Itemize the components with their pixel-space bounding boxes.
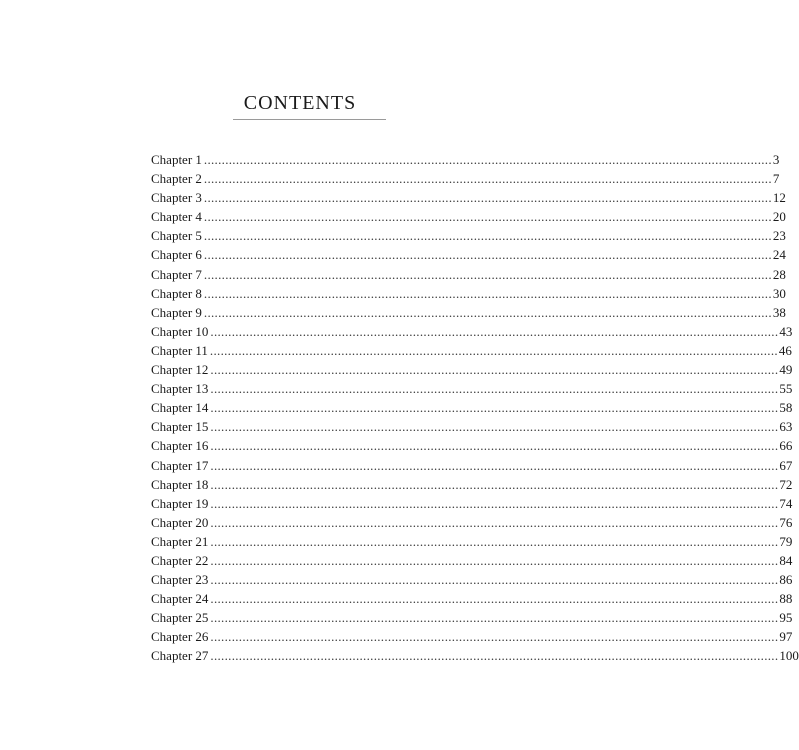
toc-entry-page-number: 67 <box>779 457 793 473</box>
toc-leader-dots: ................................................................................................................................................................ <box>203 247 772 263</box>
toc-entry <box>151 360 793 379</box>
toc-leader-dots: ................................................................................................................................................................ <box>210 362 779 378</box>
toc-leader-dots: ................................................................................................................................................................ <box>210 591 779 607</box>
toc-entry <box>151 532 793 551</box>
toc-entry-label: Chapter 12 <box>151 362 209 378</box>
toc-entry-page-number: 72 <box>779 476 793 492</box>
toc-entry-page-number: 49 <box>779 362 793 378</box>
toc-entry <box>151 265 786 284</box>
toc-entry <box>151 150 780 169</box>
toc-leader-dots: ................................................................................................................................................................ <box>210 323 779 339</box>
toc-entry-label: Chapter 8 <box>151 285 202 301</box>
toc-entry <box>151 398 793 417</box>
toc-entry <box>151 169 780 188</box>
title-underline <box>233 119 386 120</box>
toc-entry-label: Chapter 4 <box>151 209 202 225</box>
toc-entry-label: Chapter 17 <box>151 457 209 473</box>
toc-leader-dots: ................................................................................................................................................................ <box>210 495 779 511</box>
toc-entry-page-number: 74 <box>779 495 793 511</box>
toc-entry-label: Chapter 23 <box>151 572 209 588</box>
toc-entry-page-number: 43 <box>779 323 793 339</box>
toc-entry <box>151 245 786 264</box>
toc-entry <box>151 379 793 398</box>
toc-entry-label: Chapter 14 <box>151 400 209 416</box>
toc-leader-dots: ................................................................................................................................................................ <box>210 400 779 416</box>
toc-entry-page-number: 12 <box>772 190 786 206</box>
toc-entry-label: Chapter 21 <box>151 533 209 549</box>
toc-leader-dots: ................................................................................................................................................................ <box>210 610 779 626</box>
toc-entry-label: Chapter 15 <box>151 419 209 435</box>
toc-entry <box>151 627 793 646</box>
toc-entry-page-number: 3 <box>772 152 780 167</box>
toc-entry-label: Chapter 1 <box>151 152 202 167</box>
toc-entry-page-number: 86 <box>779 572 793 588</box>
toc-leader-dots: ................................................................................................................................................................ <box>210 476 779 492</box>
toc-entry <box>151 436 793 455</box>
toc-entry <box>151 341 792 360</box>
toc-entry-page-number: 66 <box>779 438 793 454</box>
toc-entry <box>151 207 786 226</box>
table-of-contents <box>151 150 799 666</box>
toc-entry-page-number: 88 <box>779 591 793 607</box>
toc-entry-label: Chapter 6 <box>151 247 202 263</box>
page-title: CONTENTS <box>243 92 357 114</box>
toc-leader-dots: ................................................................................................................................................................ <box>210 648 779 664</box>
toc-entry-label: Chapter 20 <box>151 514 209 530</box>
toc-entry-label: Chapter 27 <box>151 648 209 664</box>
toc-leader-dots: ................................................................................................................................................................ <box>210 457 779 473</box>
toc-leader-dots: ................................................................................................................................................................ <box>210 381 779 397</box>
toc-leader-dots: ................................................................................................................................................................ <box>203 304 772 320</box>
toc-leader-dots: ................................................................................................................................................................ <box>203 228 772 244</box>
toc-leader-dots: ................................................................................................................................................................ <box>203 190 772 206</box>
toc-entry <box>151 494 793 513</box>
toc-entry <box>151 646 799 665</box>
toc-leader-dots: ................................................................................................................................................................ <box>203 209 772 225</box>
toc-entry <box>151 570 793 589</box>
toc-entry <box>151 513 793 532</box>
toc-entry-page-number: 38 <box>772 304 786 320</box>
toc-entry-label: Chapter 25 <box>151 610 209 626</box>
toc-entry-label: Chapter 9 <box>151 304 202 320</box>
toc-leader-dots: ................................................................................................................................................................ <box>210 533 779 549</box>
toc-entry-page-number: 100 <box>779 648 799 664</box>
toc-leader-dots: ................................................................................................................................................................ <box>203 285 772 301</box>
toc-entry-page-number: 84 <box>779 552 793 568</box>
toc-entry-page-number: 76 <box>779 514 793 530</box>
toc-entry-label: Chapter 26 <box>151 629 209 645</box>
toc-leader-dots: ................................................................................................................................................................ <box>210 438 779 454</box>
toc-leader-dots: ................................................................................................................................................................ <box>203 171 772 187</box>
toc-entry-label: Chapter 2 <box>151 171 202 187</box>
toc-entry-page-number: 63 <box>779 419 793 435</box>
toc-entry <box>151 226 786 245</box>
toc-entry-page-number: 95 <box>779 610 793 626</box>
toc-entry-label: Chapter 22 <box>151 552 209 568</box>
toc-entry-page-number: 55 <box>779 381 793 397</box>
toc-entry <box>151 475 793 494</box>
toc-entry-page-number: 24 <box>772 247 786 263</box>
toc-leader-dots: ................................................................................................................................................................ <box>210 514 779 530</box>
toc-entry-page-number: 79 <box>779 533 793 549</box>
toc-entry <box>151 551 793 570</box>
toc-entry <box>151 303 786 322</box>
toc-entry <box>151 417 793 436</box>
toc-entry-label: Chapter 7 <box>151 266 202 282</box>
toc-leader-dots: ................................................................................................................................................................ <box>209 342 778 358</box>
toc-leader-dots: ................................................................................................................................................................ <box>210 419 779 435</box>
toc-entry <box>151 188 786 207</box>
toc-entry <box>151 608 793 627</box>
toc-entry-page-number: 46 <box>778 342 792 358</box>
toc-entry-label: Chapter 3 <box>151 190 202 206</box>
toc-entry-page-number: 30 <box>772 285 786 301</box>
toc-entry-label: Chapter 24 <box>151 591 209 607</box>
toc-leader-dots: ................................................................................................................................................................ <box>210 629 779 645</box>
toc-entry <box>151 284 786 303</box>
toc-entry-label: Chapter 16 <box>151 438 209 454</box>
toc-leader-dots: ................................................................................................................................................................ <box>210 552 779 568</box>
toc-entry <box>151 322 793 341</box>
toc-leader-dots: ................................................................................................................................................................ <box>210 572 779 588</box>
toc-entry-label: Chapter 19 <box>151 495 209 511</box>
toc-entry-label: Chapter 11 <box>151 342 208 358</box>
toc-entry <box>151 456 793 475</box>
toc-entry-page-number: 20 <box>772 209 786 225</box>
toc-entry <box>151 589 793 608</box>
toc-leader-dots: ................................................................................................................................................................ <box>203 266 772 282</box>
toc-entry-label: Chapter 5 <box>151 228 202 244</box>
toc-entry-page-number: 58 <box>779 400 793 416</box>
toc-entry-label: Chapter 18 <box>151 476 209 492</box>
toc-entry-page-number: 23 <box>772 228 786 244</box>
toc-entry-page-number: 7 <box>772 171 780 187</box>
toc-entry-label: Chapter 13 <box>151 381 209 397</box>
toc-entry-page-number: 97 <box>779 629 793 645</box>
toc-leader-dots: ................................................................................................................................................................ <box>203 152 772 167</box>
toc-entry-label: Chapter 10 <box>151 323 209 339</box>
toc-entry-page-number: 28 <box>772 266 786 282</box>
